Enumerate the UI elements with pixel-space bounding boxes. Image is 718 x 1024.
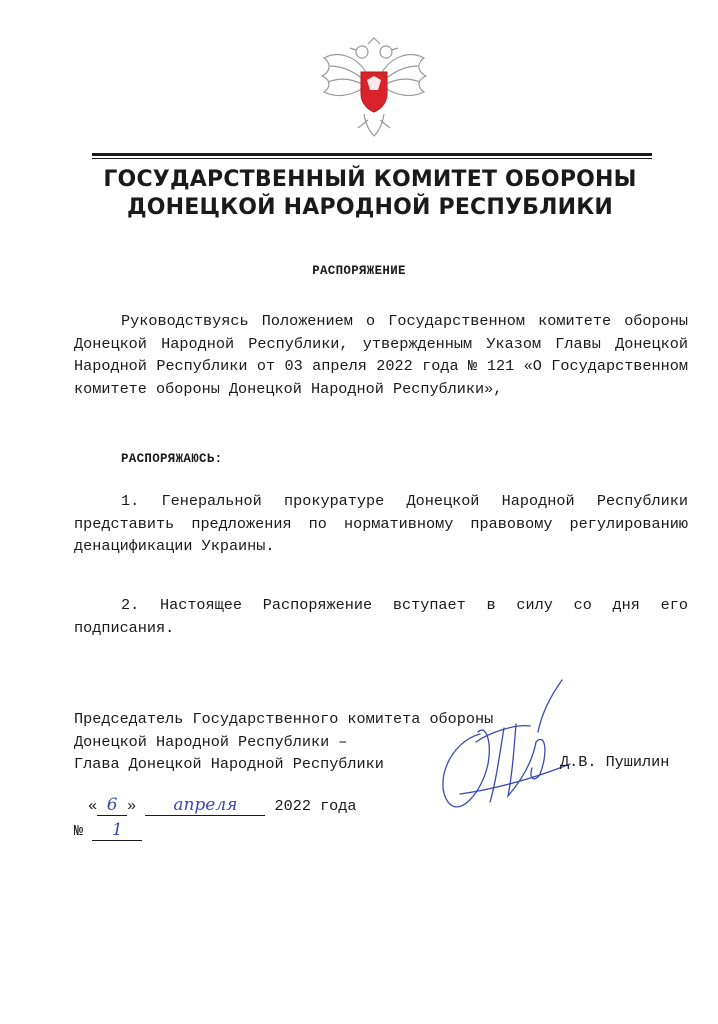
- signer-position-line-1: Председатель Государственного комитета обороны: [74, 710, 494, 728]
- date-quote-open: «: [88, 797, 98, 815]
- date-day: 6: [97, 795, 127, 816]
- signer-position-line-3: Глава Донецкой Народной Республики: [74, 755, 384, 773]
- number-prefix: №: [74, 822, 84, 840]
- order-item-1: 1. Генеральной прокуратуре Донецкой Народной Республики представить предложения по нормативному правовому регулированию денацификации Украины.: [74, 492, 688, 556]
- date-year: 2022 года: [274, 797, 357, 815]
- date-line: [88, 795, 357, 816]
- document-title: РАСПОРЯЖЕНИЕ: [312, 264, 406, 278]
- order-item-2: 2. Настоящее Распоряжение вступает в силу со дня его подписания.: [74, 596, 688, 637]
- intro-paragraph: Руководствуясь Положением о Государственном комитете обороны Донецкой Народной Республики, утвержденным Указом Главы Донецкой Народной Республики от 03 апреля 2022 года № 121 «О Государственном комитете обороны Донецкой Народной Республики»,: [74, 312, 688, 398]
- organization-line-2: ДОНЕЦКОЙ НАРОДНОЙ РЕСПУБЛИКИ: [126, 195, 614, 220]
- document-number: [74, 820, 142, 841]
- signer-position-line-2: Донецкой Народной Республики –: [74, 732, 348, 751]
- organization-name: [60, 166, 680, 222]
- header-rule-thin: [92, 158, 652, 159]
- order-word: РАСПОРЯЖАЮСЬ:: [121, 452, 223, 466]
- coat-of-arms-emblem-icon: [318, 36, 430, 140]
- number-value: 1: [92, 820, 142, 841]
- handwritten-signature-icon: [420, 672, 590, 822]
- date-quote-close: »: [127, 797, 137, 815]
- header-rule-thick: [92, 153, 652, 156]
- signer-name: Д.В. Пушилин: [560, 753, 670, 771]
- date-month: апреля: [145, 795, 265, 816]
- organization-line-1: ГОСУДАРСТВЕННЫЙ КОМИТЕТ ОБОРОНЫ: [103, 167, 637, 192]
